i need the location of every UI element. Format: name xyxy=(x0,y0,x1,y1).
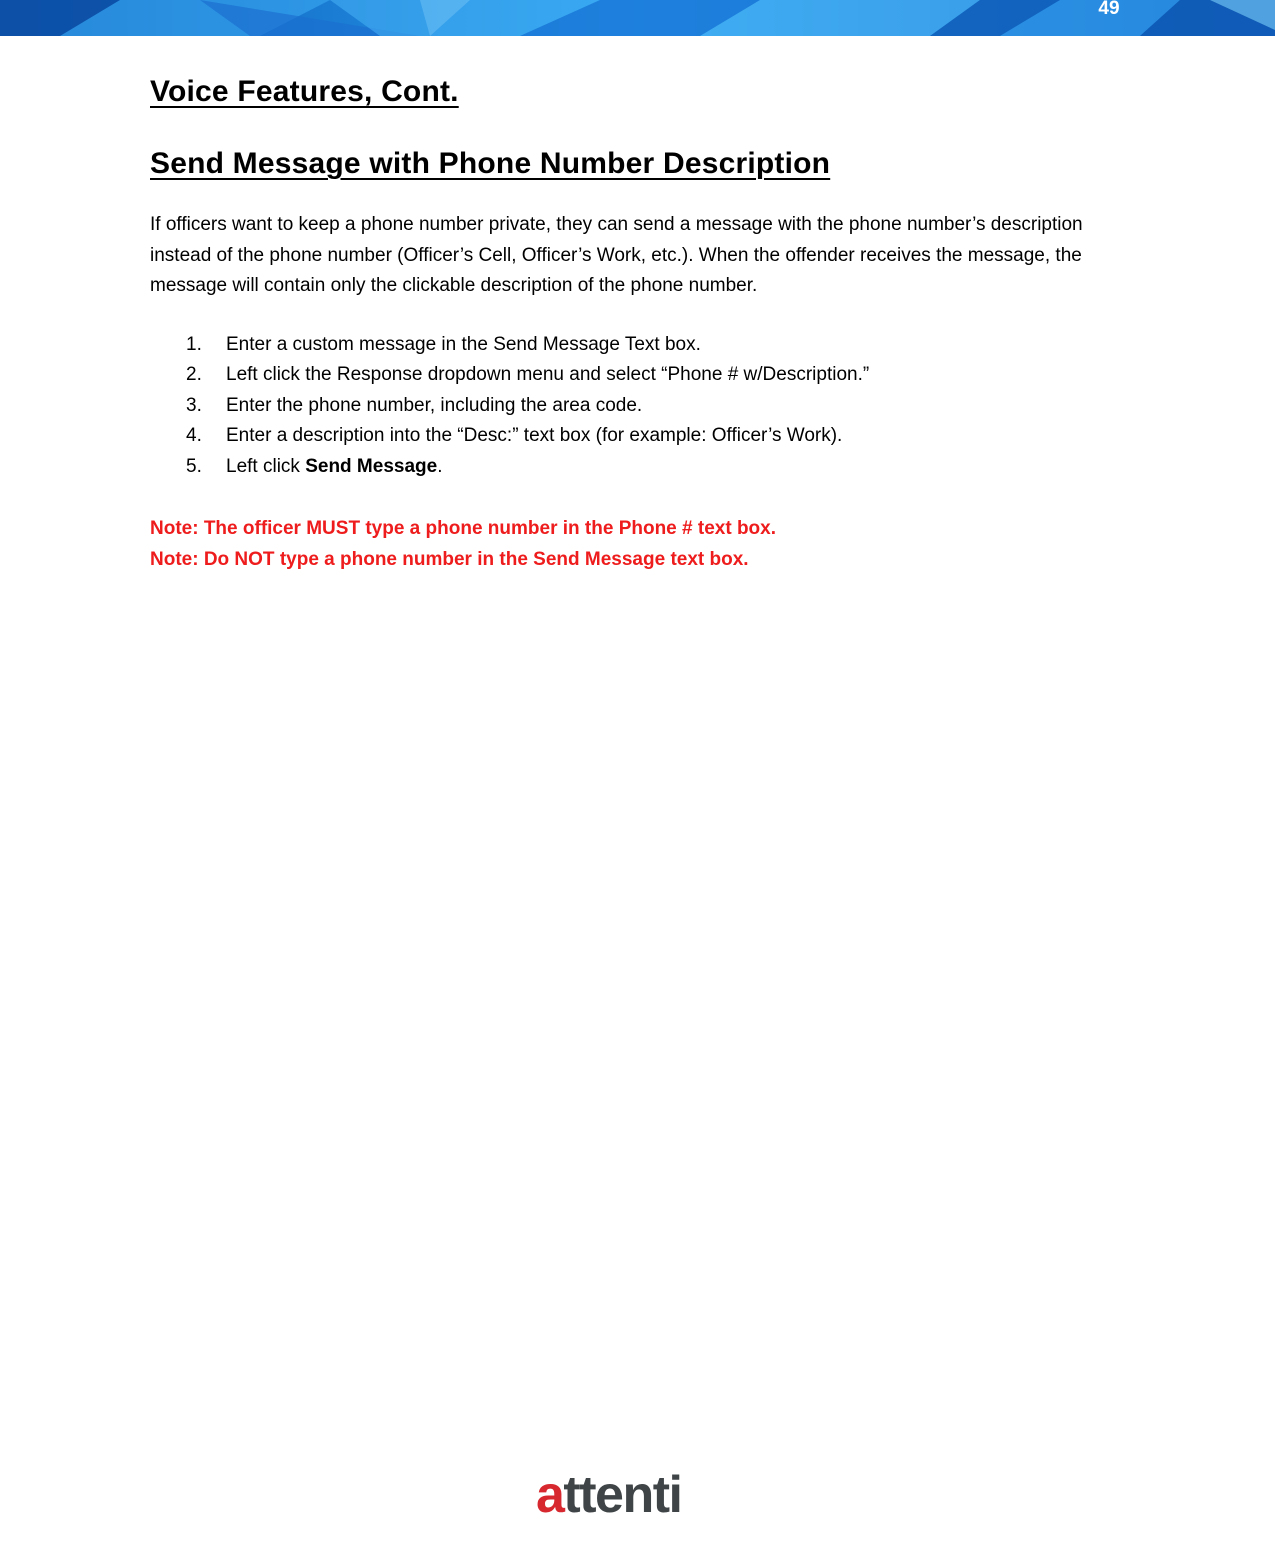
attenti-logo xyxy=(536,1464,706,1524)
step-text-prefix: Left click xyxy=(226,455,306,477)
note-phone-required: Note: The officer MUST type a phone number in the Phone # text box. xyxy=(150,518,776,539)
list-item xyxy=(186,421,1130,452)
list-item xyxy=(186,360,1130,391)
page-content xyxy=(150,70,1130,575)
step-text: Left click the Response dropdown menu and select “Phone # w/Description.” xyxy=(226,364,870,385)
step-number: 5. xyxy=(186,455,202,477)
step-text: Enter the phone number, including the area code. xyxy=(226,394,643,416)
list-item xyxy=(186,330,1130,361)
send-message-emphasis: Send Message xyxy=(305,455,438,477)
section-title: Send Message with Phone Number Description xyxy=(150,147,831,180)
step-text xyxy=(226,452,442,483)
page-title: Voice Features, Cont. xyxy=(150,75,459,108)
list-item xyxy=(186,391,1130,422)
notes-block xyxy=(150,513,1130,575)
note-no-phone-in-message: Note: Do NOT type a phone number in the Send Message text box. xyxy=(150,549,749,570)
page-number: 49 xyxy=(1098,0,1120,19)
intro-paragraph: If officers want to keep a phone number private, they can send a message with the phone number’s description instead of the phone number (Officer’s Cell, Officer’s Work, etc.). When the offender receives the message, the message will contain only the clickable description of the phone number. xyxy=(150,214,1083,296)
step-number: 3. xyxy=(186,394,202,416)
steps-list xyxy=(150,330,1130,483)
top-banner xyxy=(0,0,1275,36)
step-number: 1. xyxy=(186,333,202,355)
attenti-logo-text: attenti xyxy=(536,1466,682,1524)
step-number: 2. xyxy=(186,364,202,385)
list-item xyxy=(186,452,1130,483)
step-text: Enter a custom message in the Send Message Text box. xyxy=(226,333,701,355)
step-text-suffix: . xyxy=(437,455,443,477)
step-number: 4. xyxy=(186,425,202,446)
step-text: Enter a description into the “Desc:” text box (for example: Officer’s Work). xyxy=(226,425,843,446)
